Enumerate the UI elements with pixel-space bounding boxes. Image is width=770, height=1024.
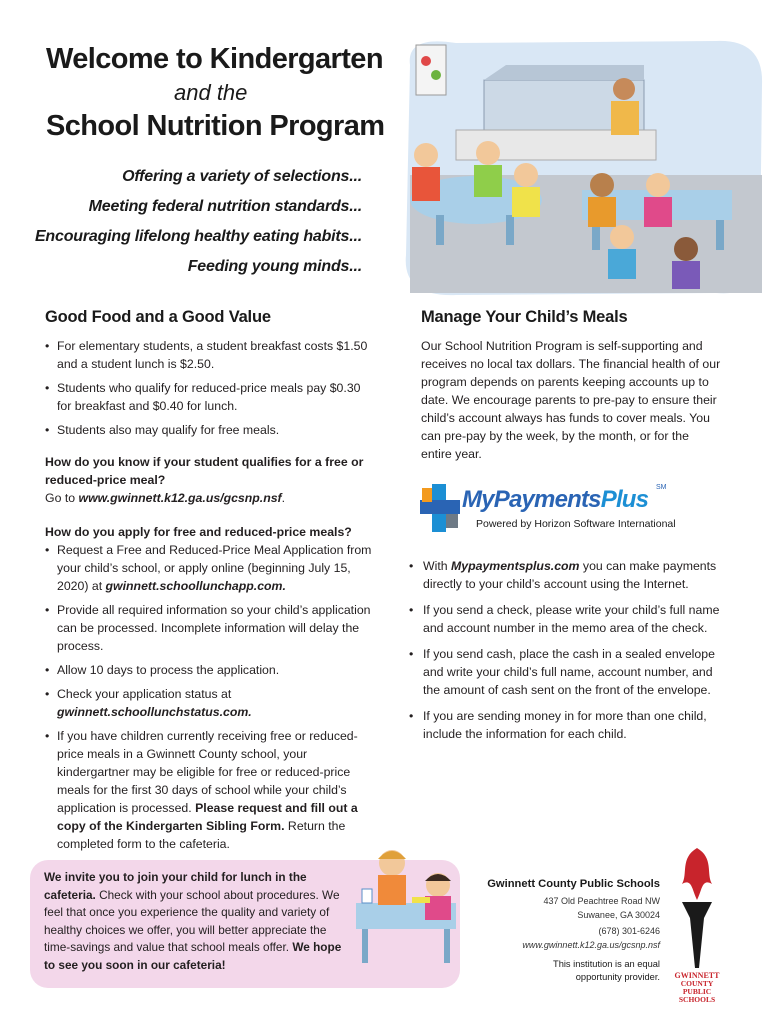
price-item: • Students who qualify for reduced-price meals pay $0.30 for breakfast and $0.40 for lunch. [45,379,375,415]
equal-opportunity-2: opportunity provider. [575,972,660,982]
apply-item: • If you have children currently receiving free or reduced-price meals in a Gwinnett County school, your kindergartner may be eligible for free or reduced-price meals for the first 30 days of school while your child’s application is processed. Please request and fill out a copy of the Kindergarten Sibling Form. Return the completed form to the cafeteria. [45,727,375,853]
plus-logo-icon [418,482,462,534]
apply-item: • Request a Free and Reduced-Price Meal Application from your child’s school, or apply online (beginning July 15, 2020) at gwinnett.schoollunchapp.com. [45,541,375,595]
equal-opportunity-1: This institution is an equal [553,959,660,969]
payment-instructions [409,557,729,751]
price-list [45,337,375,439]
svg-text:PUBLIC: PUBLIC [682,987,712,996]
gcps-address-1: 437 Old Peachtree Road NW [543,896,660,906]
gcps-torch-logo [668,844,726,1004]
tagline-1: Offering a variety of selections... [122,168,362,185]
apply-list [45,541,375,853]
manage-meals-paragraph: Our School Nutrition Program is self-supporting and receives no local tax dollars. The financial health of our program depends on parents keeping accounts up to date. We encourage parents to pre-pay to ensure their child’s account always has funds to cover meals. You can pre-pay by the week, by the month, or for the entire year. [421,339,721,461]
tagline-4: Feeding young minds... [187,258,362,275]
schoollunchstatus-link[interactable]: gwinnett.schoollunchstatus.com. [57,705,252,719]
goto-line: Go to www.gwinnett.k12.ga.us/gcsnp.nsf. [45,491,286,505]
price-item: • Students also may qualify for free meals. [45,421,375,439]
title-line-3: School Nutrition Program [46,110,385,142]
payment-item: • If you send cash, place the cash in a sealed envelope and write your child’s full name, account number, and the amount of cash sent on the front of the envelope. [409,645,729,699]
price-item: • For elementary students, a student breakfast costs $1.50 and a student lunch is $2.50. [45,337,375,373]
manage-meals-heading: Manage Your Child’s Meals [421,308,628,326]
apply-item: • Provide all required information so your child’s application can be processed. Incomplete information will delay the process. [45,601,375,655]
schoollunchapp-link[interactable]: gwinnett.schoollunchapp.com. [105,579,286,593]
gcps-name: Gwinnett County Public Schools [487,878,660,890]
title-line-1: Welcome to Kindergarten [46,43,383,75]
payment-item: • If you send a check, please write your child’s full name and account number in the memo area of the check. [409,601,729,637]
kids-lunch-illustration [352,843,470,971]
good-food-heading: Good Food and a Good Value [45,308,271,326]
apply-item: • Allow 10 days to process the application. [45,661,375,679]
mpp-powered-by: Powered by Horizon Software International [476,518,676,530]
gcps-contact [468,878,660,984]
payment-item: • With Mypaymentsplus.com you can make payments directly to your child’s account using the Internet. [409,557,729,593]
svg-text:GWINNETT: GWINNETT [674,971,720,980]
apply-question: How do you apply for free and reduced-price meals? [45,525,352,539]
apply-item: • Check your application status at gwinnett.schoollunchstatus.com. [45,685,375,721]
gcps-phone: (678) 301-6246 [598,926,660,936]
invite-text: We invite you to join your child for lunch in the cafeteria. Check with your school about procedures. We feel that once you experience the quality and variety of healthy choices we offer, you will better appreciate the time-savings and value that school meals offer. We hope to see you soon in our cafeteria! [44,870,342,972]
title-line-2: and the [174,80,248,105]
svg-text:COUNTY: COUNTY [680,979,714,988]
gcps-url[interactable]: www.gwinnett.k12.ga.us/gcsnp.nsf [522,940,660,950]
mypaymentsplus-logo: MyPaymentsPlus SM Powered by Horizon Software International [418,478,678,538]
tagline-3: Encouraging lifelong healthy eating habits... [34,228,362,245]
payment-item: • If you are sending money in for more than one child, include the information for each child. [409,707,729,743]
manage-meals-section [421,308,721,463]
qualify-question: How do you know if your student qualifies for a free or reduced-price meal? [45,455,364,487]
cafeteria-illustration [396,35,766,297]
mypaymentsplus-link[interactable]: Mypaymentsplus.com [451,559,580,573]
tagline-2: Meeting federal nutrition standards... [88,198,362,215]
good-food-section [45,308,375,859]
gcsnp-link[interactable]: www.gwinnett.k12.ga.us/gcsnp.nsf [78,491,282,505]
svg-text:SCHOOLS: SCHOOLS [678,995,716,1004]
gcps-address-2: Suwanee, GA 30024 [577,910,660,920]
